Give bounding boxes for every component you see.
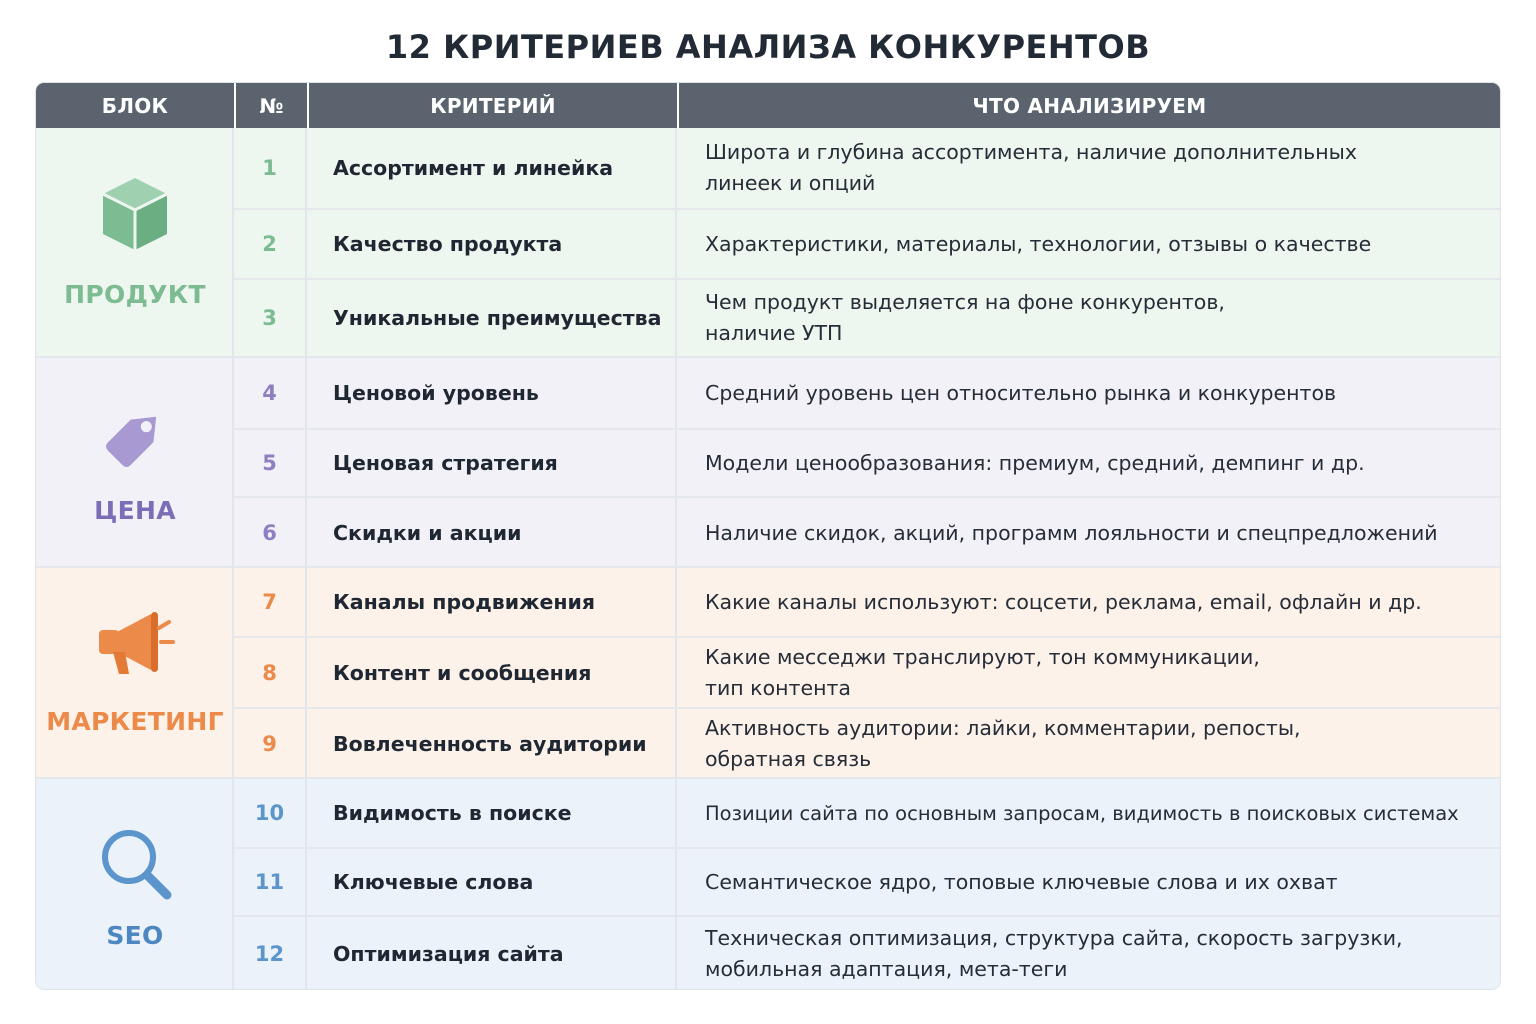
price-tag-icon <box>95 398 175 478</box>
row-number: 8 <box>234 638 307 707</box>
row-description <box>677 917 1500 989</box>
description-line: Активность аудитории: лайки, комментарии, репосты, <box>705 716 1301 740</box>
description-line: Широта и глубина ассортимента, наличие дополнительных <box>705 140 1357 164</box>
table-row <box>234 847 1500 915</box>
row-description <box>677 779 1500 847</box>
description-line: Характеристики, материалы, технологии, отзывы о качестве <box>705 231 1372 256</box>
row-number: 1 <box>234 128 307 208</box>
row-number: 2 <box>234 210 307 278</box>
page-title: 12 КРИТЕРИЕВ АНАЛИЗА КОНКУРЕНТОВ <box>385 28 1151 66</box>
block-product-label-cell <box>36 128 234 356</box>
description-line: Модели ценообразования: премиум, средний, демпинг и др. <box>705 450 1365 475</box>
table-row <box>234 428 1500 496</box>
row-criterion: Скидки и акции <box>307 498 677 568</box>
block-seo <box>36 777 1500 989</box>
row-number: 4 <box>234 358 307 428</box>
description-line: наличие УТП <box>705 321 843 345</box>
table-row <box>234 568 1500 636</box>
description-line: Техническая оптимизация, структура сайта, скорость загрузки, <box>705 926 1403 950</box>
criteria-table <box>36 83 1500 989</box>
row-number: 3 <box>234 280 307 356</box>
row-number: 6 <box>234 498 307 568</box>
row-description <box>677 430 1500 496</box>
description-line: Чем продукт выделяется на фоне конкурентов, <box>705 290 1225 314</box>
description-line: мобильная адаптация, мета-теги <box>705 957 1068 981</box>
block-price <box>36 356 1500 566</box>
row-description <box>677 849 1500 915</box>
cube-icon <box>95 174 175 254</box>
header-analysis: ЧТО АНАЛИЗИРУЕМ <box>677 83 1500 128</box>
row-description <box>677 568 1500 636</box>
description-line: Средний уровень цен относительно рынка и конкурентов <box>705 380 1337 405</box>
row-criterion: Контент и сообщения <box>307 638 677 707</box>
table-row <box>234 128 1500 208</box>
description-line: Какие каналы используют: соцсети, реклама, email, офлайн и др. <box>705 589 1422 614</box>
block-price-label-cell <box>36 358 234 566</box>
row-criterion: Ценовая стратегия <box>307 430 677 496</box>
row-description <box>677 210 1500 278</box>
row-criterion: Ключевые слова <box>307 849 677 915</box>
row-description <box>677 128 1500 208</box>
row-number: 7 <box>234 568 307 636</box>
row-criterion: Ассортимент и линейка <box>307 128 677 208</box>
row-number: 12 <box>234 917 307 989</box>
row-description <box>677 280 1500 356</box>
row-number: 10 <box>234 779 307 847</box>
table-row <box>234 358 1500 428</box>
row-criterion: Уникальные преимущества <box>307 280 677 356</box>
row-criterion: Вовлеченность аудитории <box>307 709 677 779</box>
table-row <box>234 779 1500 847</box>
row-description <box>677 358 1500 428</box>
table-row <box>234 496 1500 568</box>
row-criterion: Оптимизация сайта <box>307 917 677 989</box>
row-criterion: Ценовой уровень <box>307 358 677 428</box>
row-description <box>677 498 1500 568</box>
description-line: обратная связь <box>705 747 872 771</box>
row-description <box>677 638 1500 707</box>
table-row <box>234 278 1500 356</box>
header-block: БЛОК <box>101 94 169 118</box>
row-description <box>677 709 1500 779</box>
table-row <box>234 707 1500 779</box>
table-row <box>234 915 1500 989</box>
description-line: Наличие скидок, акций, программ лояльности и спецпредложений <box>705 520 1438 545</box>
description-line: Какие месседжи транслируют, тон коммуникации, <box>705 644 1260 669</box>
search-icon <box>95 823 175 903</box>
table-row <box>234 208 1500 278</box>
block-price-name: ЦЕНА <box>94 496 176 525</box>
block-seo-label-cell <box>36 779 234 989</box>
header-number: № <box>234 83 307 128</box>
row-criterion: Видимость в поиске <box>307 779 677 847</box>
row-number: 5 <box>234 430 307 496</box>
row-number: 9 <box>234 709 307 779</box>
megaphone-icon <box>95 602 175 682</box>
description-line: линеек и опций <box>705 171 876 195</box>
block-seo-name: SEO <box>106 921 164 950</box>
description-line: Позиции сайта по основным запросам, видимость в поисковых системах <box>705 801 1459 825</box>
block-product <box>36 128 1500 356</box>
description-line: Семантическое ядро, топовые ключевые слова и их охват <box>705 869 1338 894</box>
row-number: 11 <box>234 849 307 915</box>
block-marketing-name: МАРКЕТИНГ <box>46 707 224 736</box>
block-marketing <box>36 566 1500 777</box>
block-product-name: ПРОДУКТ <box>64 280 206 309</box>
header-criterion: КРИТЕРИЙ <box>307 83 677 128</box>
table-header <box>36 83 1500 128</box>
row-criterion: Каналы продвижения <box>307 568 677 636</box>
row-criterion: Качество продукта <box>307 210 677 278</box>
table-row <box>234 636 1500 707</box>
block-marketing-label-cell <box>36 568 234 777</box>
description-line: тип контента <box>705 675 851 700</box>
